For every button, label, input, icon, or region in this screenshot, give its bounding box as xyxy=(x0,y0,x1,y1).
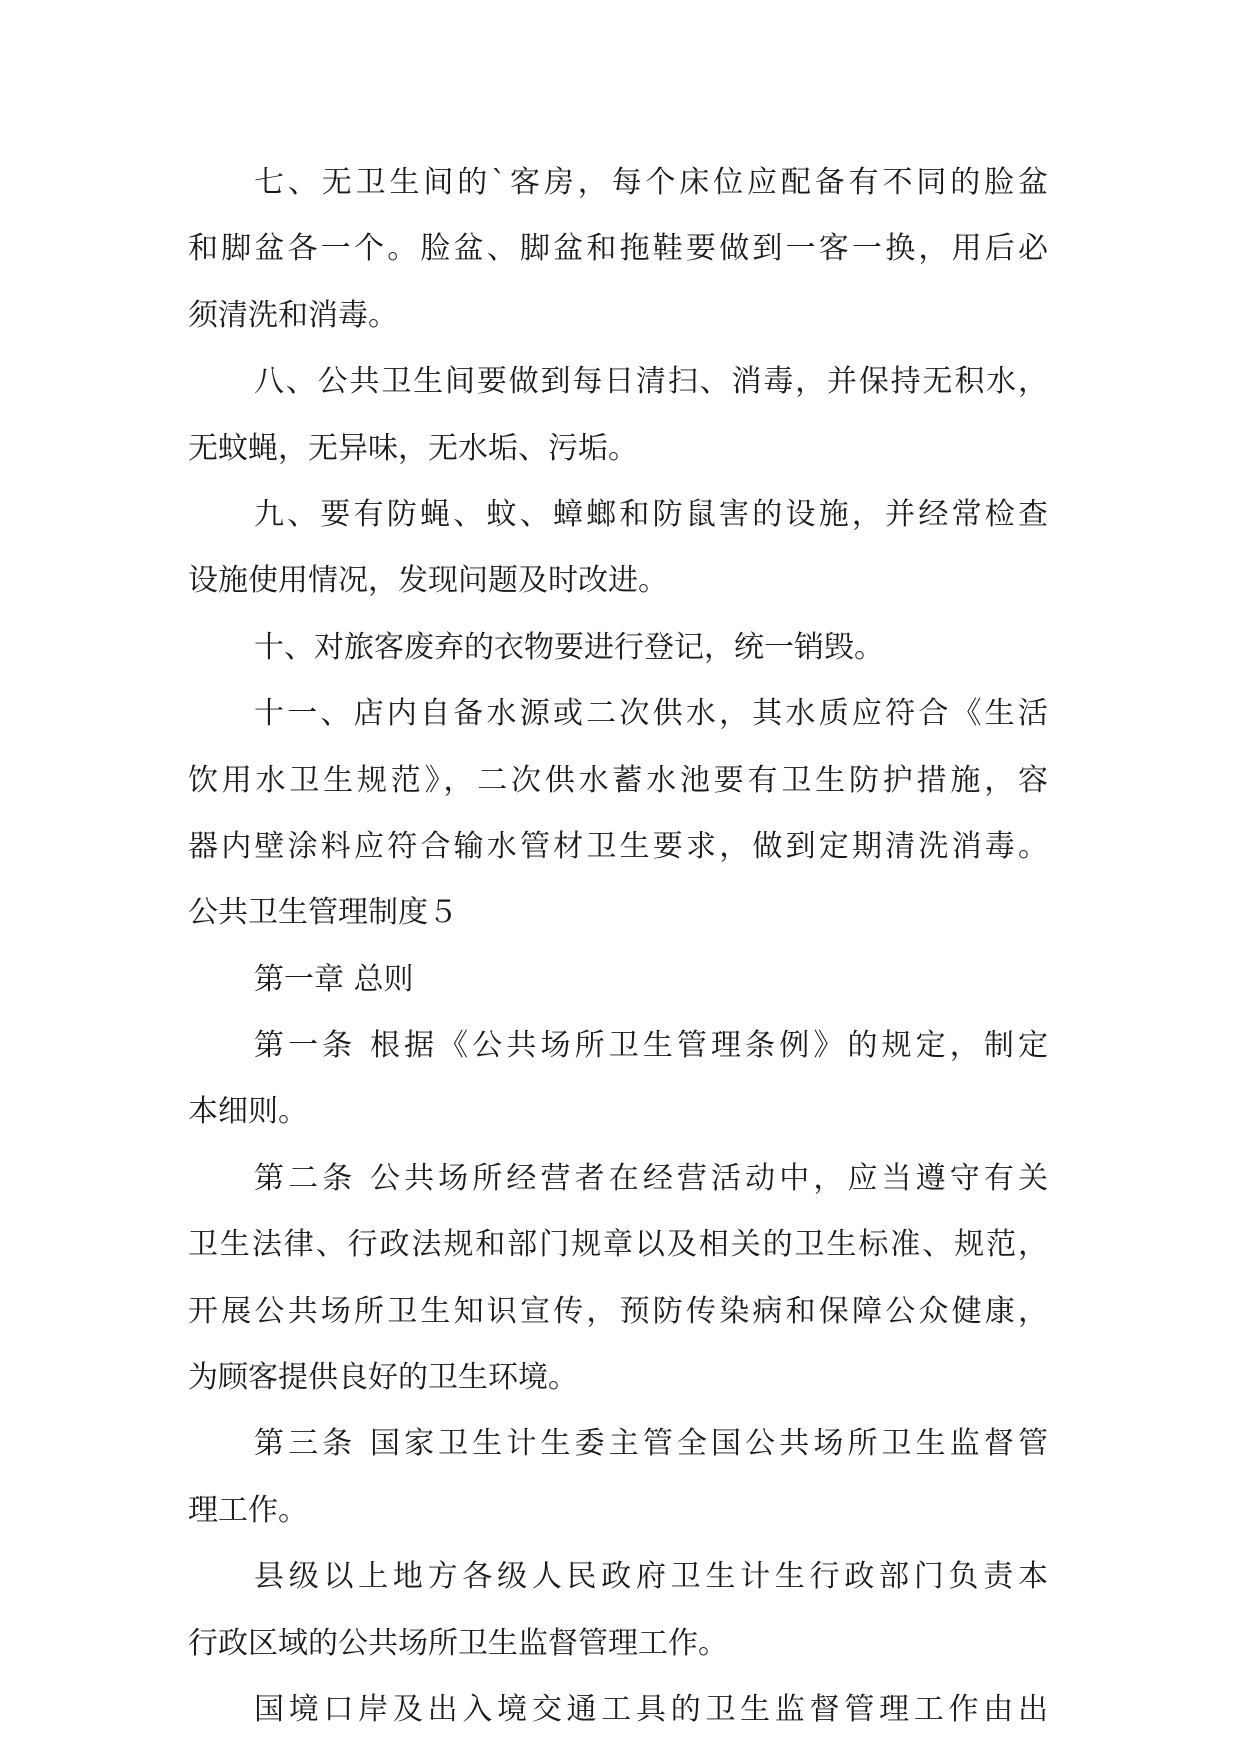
document-body xyxy=(188,150,1048,1743)
text-line: 为顾客提供良好的卫生环境。 xyxy=(188,1360,578,1396)
text-line: 八、公共卫生间要做到每日清扫、消毒，并保持无积水， xyxy=(254,364,1048,400)
text-line: 开展公共场所卫生知识宣传，预防传染病和保障公众健康， xyxy=(188,1293,1048,1329)
text-line: 本细则。 xyxy=(188,1094,308,1130)
text-line: 十一、店内自备水源或二次供水，其水质应符合《生活 xyxy=(254,696,1048,732)
text-line: 无蚊蝇，无异味，无水垢、污垢。 xyxy=(188,430,638,466)
text-line: 卫生法律、行政法规和部门规章以及相关的卫生标准、规范， xyxy=(188,1227,1048,1263)
text-line: 县级以上地方各级人民政府卫生计生行政部门负责本 xyxy=(254,1559,1048,1595)
text-line: 第三条 国家卫生计生委主管全国公共场所卫生监督管 xyxy=(254,1426,1048,1462)
text-line: 第一条 根据《公共场所卫生管理条例》的规定，制定 xyxy=(254,1028,1048,1064)
text-line: 国境口岸及出入境交通工具的卫生监督管理工作由出 xyxy=(254,1691,1048,1727)
text-line: 七、无卫生间的`客房，每个床位应配备有不同的脸盆 xyxy=(254,165,1048,200)
text-line: 公共卫生管理制度５ xyxy=(188,895,458,931)
text-line: 九、要有防蝇、蚊、蟑螂和防鼠害的设施，并经常检查 xyxy=(254,496,1048,532)
text-line: 十、对旅客废弃的衣物要进行登记，统一销毁。 xyxy=(254,629,884,665)
text-line: 理工作。 xyxy=(188,1492,308,1528)
text-line: 第二条 公共场所经营者在经营活动中，应当遵守有关 xyxy=(254,1160,1048,1196)
text-line: 第一章 总则 xyxy=(254,961,414,997)
text-line: 行政区域的公共场所卫生监督管理工作。 xyxy=(188,1625,728,1661)
text-line: 设施使用情况，发现问题及时改进。 xyxy=(188,563,668,599)
text-line: 和脚盆各一个。脸盆、脚盆和拖鞋要做到一客一换，用后必 xyxy=(188,231,1048,267)
text-line: 饮用水卫生规范》，二次供水蓄水池要有卫生防护措施，容 xyxy=(188,762,1048,798)
text-line: 器内壁涂料应符合输水管材卫生要求，做到定期清洗消毒。 xyxy=(188,828,1048,864)
text-line: 须清洗和消毒。 xyxy=(188,297,398,333)
